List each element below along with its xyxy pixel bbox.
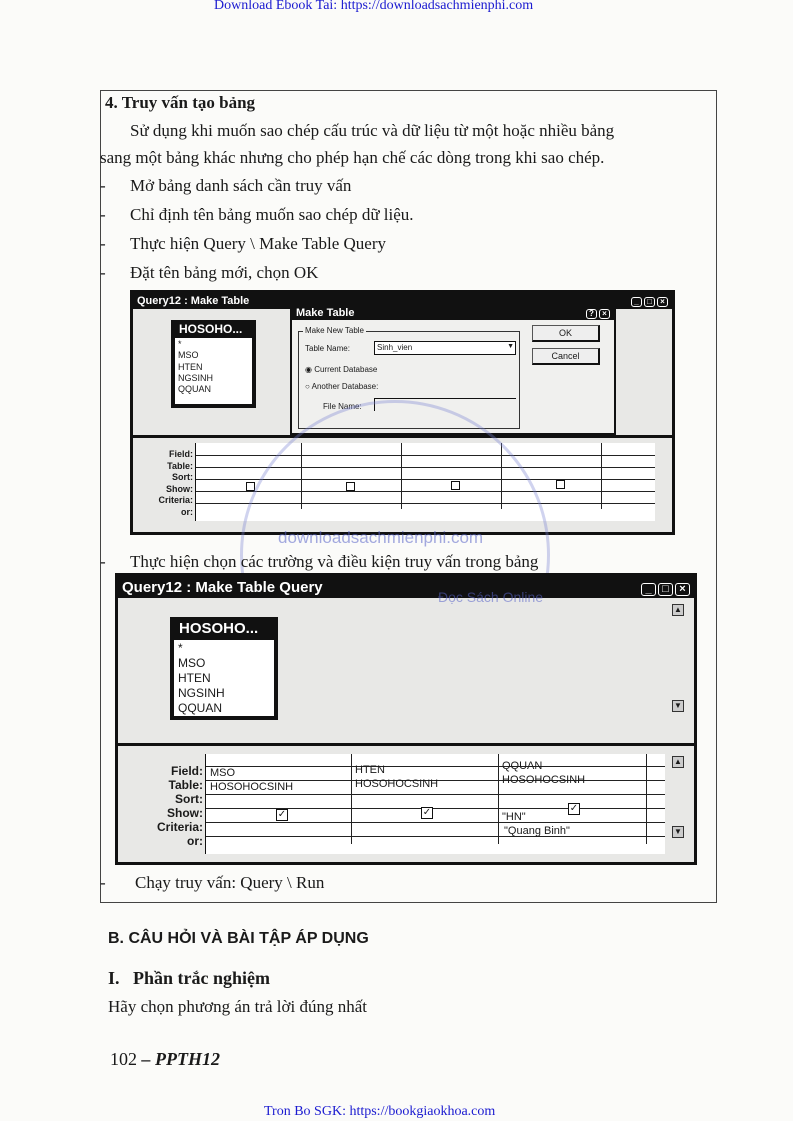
file-name-label: File Name: <box>323 402 362 411</box>
paragraph-line: Sử dụng khi muốn sao chép cấu trúc và dữ liệu từ một hoặc nhiều bảng <box>130 121 615 140</box>
field-item[interactable]: HTEN <box>178 671 211 685</box>
show-checkbox[interactable]: ✓ <box>277 809 287 820</box>
field-item[interactable]: HTEN <box>178 361 203 372</box>
step-item: - Mở bảng danh sách cần truy vấn <box>100 176 352 195</box>
watermark-text: downloadsachmienphi.com <box>278 528 484 547</box>
close-icon[interactable]: × <box>599 309 610 319</box>
scroll-down-icon[interactable]: ▼ <box>672 826 684 838</box>
dialog-title: Make Table <box>296 306 355 319</box>
field-item[interactable]: * <box>178 641 183 655</box>
step-item: - Thực hiện Query \ Make Table Query <box>100 234 387 253</box>
another-database-radio[interactable]: ○ Another Database: <box>305 382 379 391</box>
field-item[interactable]: QQUAN <box>178 384 212 394</box>
show-checkbox[interactable]: ✓ <box>422 807 432 818</box>
group-label: Make New Table <box>305 326 364 335</box>
show-checkbox[interactable]: ✓ <box>569 803 579 814</box>
field-item[interactable]: NGSINH <box>178 372 214 383</box>
table-name-label: Table Name: <box>305 344 350 353</box>
row-labels: Field: Table: Sort: Show: Criteria: or: <box>158 449 193 517</box>
grid-cell-field[interactable]: HTEN <box>355 764 385 776</box>
show-checkbox[interactable] <box>556 480 565 489</box>
watermark-tagline: Đọc Sách Online <box>438 589 544 605</box>
grid-cell-or[interactable]: "Quang Binh" <box>504 825 570 837</box>
grid-cell-table[interactable]: HOSOHOCSINH <box>502 774 586 786</box>
window-title: Query12 : Make Table <box>137 295 250 307</box>
dialog-title-bar <box>292 305 614 320</box>
pane-splitter[interactable] <box>118 743 694 746</box>
title-bar <box>118 576 694 598</box>
window-title: Query12 : Make Table Query <box>122 578 323 596</box>
grid-cell-table[interactable]: HOSOHOCSINH <box>210 781 294 793</box>
section-title: 4. Truy vấn tạo bảng <box>105 93 256 112</box>
table-name-value: Sinh_vien <box>377 343 413 352</box>
design-grid[interactable] <box>205 754 665 854</box>
instruction-text: Hãy chọn phương án trả lời đúng nhất <box>108 997 368 1016</box>
maximize-icon[interactable]: □ <box>658 583 673 596</box>
field-item[interactable]: * <box>178 339 182 349</box>
step-item: - Đặt tên bảng mới, chọn OK <box>100 263 319 282</box>
table-field-list <box>170 617 278 720</box>
minimize-icon[interactable]: _ <box>631 297 642 307</box>
step-item: - Thực hiện chọn các trường và điều kiện truy vấn trong bảng <box>100 552 539 571</box>
field-item[interactable]: QQUAN <box>178 701 223 715</box>
row-labels: Field: Table: Sort: Show: Criteria: or: <box>156 764 203 848</box>
section-b-title: B. CÂU HỎI VÀ BÀI TẬP ÁP DỤNG <box>108 930 369 947</box>
footer-sgk-link[interactable]: Tron Bo SGK: https://bookgiaokhoa.com <box>264 1104 496 1119</box>
field-item[interactable]: MSO <box>178 656 206 670</box>
paragraph-line: sang một bảng khác nhưng cho phép hạn chế các dòng trong khi sao chép. <box>100 148 605 167</box>
help-icon[interactable]: ? <box>586 309 597 319</box>
grid-cell-field[interactable]: QQUAN <box>502 760 543 772</box>
part-title: I. Phần trắc nghiệm <box>108 968 270 988</box>
close-icon[interactable]: × <box>657 297 668 307</box>
scroll-up-icon[interactable]: ▲ <box>672 604 684 616</box>
field-item[interactable]: NGSINH <box>178 686 225 700</box>
dropdown-arrow-icon[interactable]: ▼ <box>507 343 514 350</box>
scroll-down-icon[interactable]: ▼ <box>672 700 684 712</box>
step-item: - Chạy truy vấn: Query \ Run <box>100 873 325 892</box>
grid-cell-table[interactable]: HOSOHOCSINH <box>355 778 439 790</box>
table-name-combobox[interactable] <box>374 341 516 355</box>
query-window-2 <box>115 573 697 865</box>
table-title: HOSOHO... <box>175 320 252 338</box>
close-icon[interactable]: × <box>675 583 690 596</box>
grid-cell-field[interactable]: MSO <box>210 767 236 779</box>
current-database-radio[interactable]: ◉ Current Database <box>305 365 378 374</box>
page-footer <box>110 1049 220 1070</box>
ok-button[interactable]: OK <box>532 325 600 342</box>
scroll-up-icon[interactable]: ▲ <box>672 756 684 768</box>
grid-cell-criteria[interactable]: "HN" <box>502 811 526 823</box>
cancel-button[interactable]: Cancel <box>532 348 600 365</box>
book-code: – PPTH12 <box>141 1049 220 1069</box>
step-item: - Chỉ định tên bảng muốn sao chép dữ liệu. <box>100 205 414 224</box>
table-title: HOSOHO... <box>174 617 274 640</box>
page-number: 102 <box>110 1049 137 1069</box>
field-item[interactable]: MSO <box>178 350 199 361</box>
table-field-list <box>171 320 256 408</box>
header-download-link[interactable]: Download Ebook Tai: https://downloadsachmienphi.com <box>214 0 534 13</box>
minimize-icon[interactable]: _ <box>641 583 656 596</box>
maximize-icon[interactable]: □ <box>644 297 655 307</box>
